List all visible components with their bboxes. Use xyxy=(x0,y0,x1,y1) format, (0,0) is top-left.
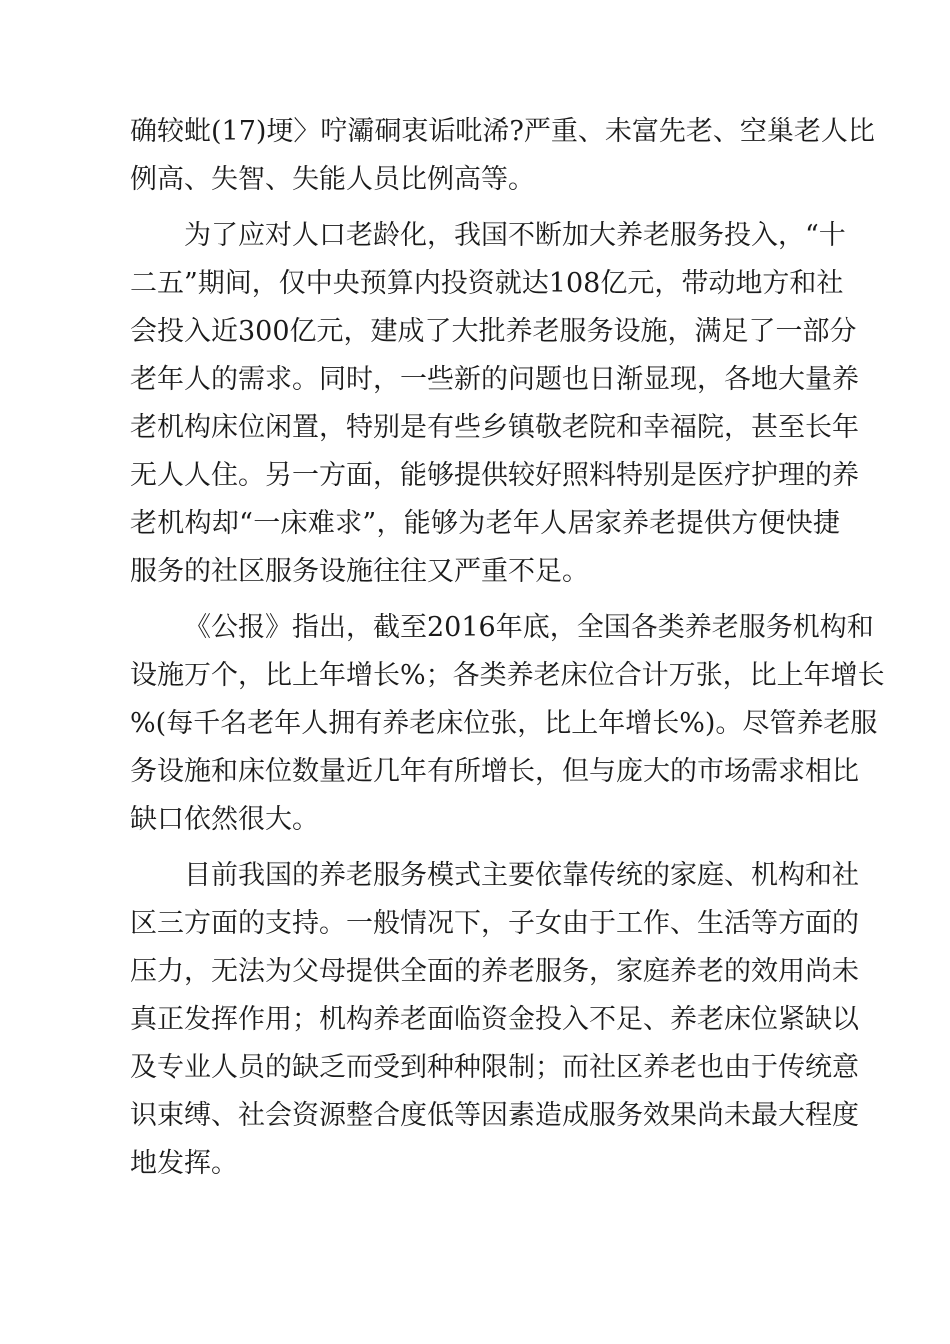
paragraph-line: 老机构却“一床难求”，能够为老年人居家养老提供方便快捷 xyxy=(130,508,840,539)
paragraph-line: 会投入近300亿元，建成了大批养老服务设施，满足了一部分 xyxy=(130,316,857,347)
paragraph-line: 区三方面的支持。一般情况下，子女由于工作、生活等方面的 xyxy=(130,908,859,939)
paragraph-line: 真正发挥作用；机构养老面临资金投入不足、养老床位紧缺以 xyxy=(130,1004,859,1035)
paragraph-3 xyxy=(130,604,885,844)
paragraph-line: 《公报》指出，截至2016年底，全国各类养老服务机构和 xyxy=(184,612,874,643)
paragraph-line: 确较蚍(17)埂〉咛灞硐衷诟吡浠?严重、未富先老、空巢老人比 xyxy=(130,116,875,147)
paragraph-line: 二五”期间，仅中央预算内投资就达108亿元，带动地方和社 xyxy=(130,268,844,299)
paragraph-line: 老年人的需求。同时，一些新的问题也日渐显现，各地大量养 xyxy=(130,364,859,395)
paragraph-line: %(每千名老年人拥有养老床位张，比上年增长%)。尽管养老服 xyxy=(130,708,878,739)
paragraph-line: 老机构床位闲置，特别是有些乡镇敬老院和幸福院，甚至长年 xyxy=(130,412,859,443)
paragraph-line: 设施万个，比上年增长%；各类养老床位合计万张，比上年增长 xyxy=(130,660,885,691)
paragraph-line: 缺口依然很大。 xyxy=(130,804,319,835)
paragraph-line: 压力，无法为父母提供全面的养老服务，家庭养老的效用尚未 xyxy=(130,956,859,987)
paragraph-line: 例高、失智、失能人员比例高等。 xyxy=(130,164,535,195)
paragraph-1 xyxy=(130,108,875,204)
paragraph-line: 服务的社区服务设施往往又严重不足。 xyxy=(130,556,589,587)
paragraph-line: 为了应对人口老龄化，我国不断加大养老服务投入，“十 xyxy=(184,220,846,251)
paragraph-4 xyxy=(130,852,859,1188)
document-body xyxy=(130,108,885,1196)
paragraph-line: 地发挥。 xyxy=(130,1148,238,1179)
paragraph-line: 务设施和床位数量近几年有所增长，但与庞大的市场需求相比 xyxy=(130,756,859,787)
paragraph-line: 识束缚、社会资源整合度低等因素造成服务效果尚未最大程度 xyxy=(130,1100,859,1131)
paragraph-line: 及专业人员的缺乏而受到种种限制；而社区养老也由于传统意 xyxy=(130,1052,859,1083)
paragraph-line: 无人人住。另一方面，能够提供较好照料特别是医疗护理的养 xyxy=(130,460,859,491)
paragraph-2 xyxy=(130,212,859,596)
paragraph-line: 目前我国的养老服务模式主要依靠传统的家庭、机构和社 xyxy=(184,860,859,891)
